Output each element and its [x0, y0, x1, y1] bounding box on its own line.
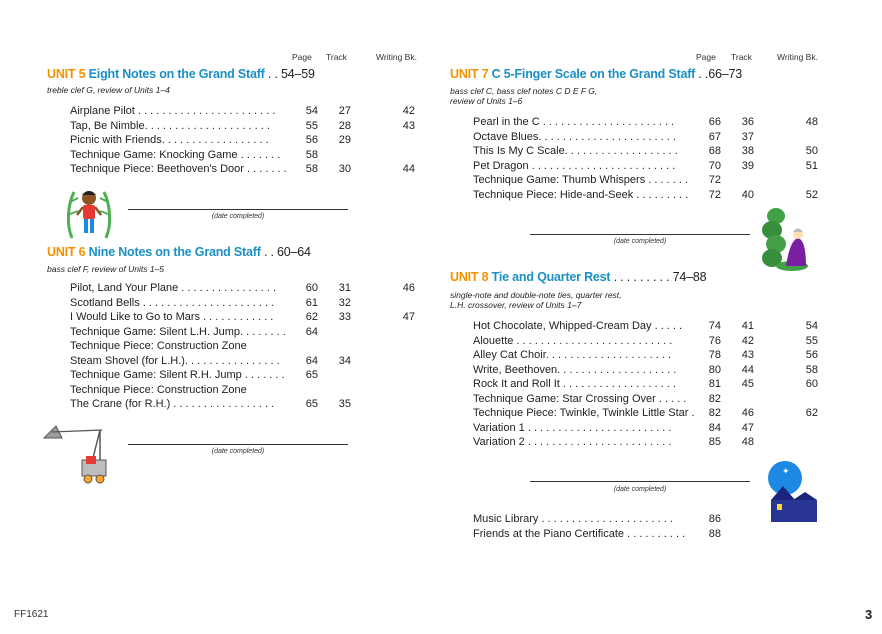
- toc-entry: [473, 130, 820, 145]
- toc-entry: [70, 133, 417, 148]
- entry-writing-book: 44: [402, 163, 415, 175]
- entry-track: 36: [741, 116, 754, 128]
- toc-entry: [473, 435, 820, 450]
- unit-number: UNIT 6: [47, 245, 86, 259]
- entry-writing-book: 47: [402, 311, 415, 323]
- entry-page: 76: [708, 334, 721, 347]
- entry-title: Rock It and Roll It . . . . . . . . . . . . . . . . . . .: [473, 378, 676, 390]
- entry-title: Technique Game: Silent L.H. Jump. . . . . . . .: [70, 325, 286, 338]
- unit-name: Tie and Quarter Rest: [491, 270, 611, 284]
- entry-track: 34: [338, 354, 351, 367]
- entry-page: 72: [708, 188, 721, 201]
- unit-8-sub-1: single-note and double-note ties, quarter rest,: [450, 290, 622, 300]
- entry-track: 30: [338, 163, 351, 175]
- entry-page: 54: [305, 105, 318, 117]
- entry-page: 68: [708, 145, 721, 157]
- entry-page: 70: [708, 159, 721, 172]
- entry-writing-book: 56: [805, 349, 818, 361]
- entry-page: 65: [305, 398, 318, 410]
- unit-8-sub-2: L.H. crossover, review of Units 1–7: [450, 300, 582, 310]
- entry-track: 42: [741, 334, 754, 347]
- entry-writing-book: 58: [805, 363, 818, 376]
- unit-number: UNIT 5: [47, 67, 86, 81]
- entry-page: 56: [305, 134, 318, 146]
- entry-page: 67: [708, 130, 721, 143]
- toc-entry: [70, 397, 417, 412]
- date-label: (date completed): [613, 238, 667, 245]
- unit-number: UNIT 8: [450, 270, 489, 284]
- entry-track: 32: [338, 296, 351, 309]
- entry-title: Tap, Be Nimble. . . . . . . . . . . . . . . . . . . . .: [70, 119, 270, 132]
- header-page: Page: [292, 52, 312, 62]
- entry-title: Pilot, Land Your Plane . . . . . . . . . . . . . . . .: [70, 282, 277, 294]
- entry-title: Airplane Pilot . . . . . . . . . . . . . . . . . . . . . . .: [70, 105, 276, 117]
- toc-entry: [473, 159, 820, 174]
- entry-track: 45: [741, 378, 754, 390]
- unit-name: Eight Notes on the Grand Staff: [88, 67, 265, 81]
- entry-page: 60: [305, 282, 318, 294]
- toc-entry: [473, 115, 820, 130]
- toc-entry: [70, 162, 417, 177]
- entry-title: Pet Dragon . . . . . . . . . . . . . . . . . . . . . . . .: [473, 159, 676, 172]
- entry-page: 78: [708, 349, 721, 361]
- entry-track: 46: [741, 407, 754, 419]
- boy-illustration: [64, 184, 114, 240]
- toc-entry: [70, 368, 417, 383]
- entry-track: 40: [741, 188, 754, 201]
- unit-6-sub: bass clef F, review of Units 1–5: [47, 264, 165, 274]
- unit-8-title: [450, 270, 706, 284]
- toc-entry: [70, 310, 417, 325]
- toc-entry: [70, 339, 417, 354]
- header-writing: Writing Bk.: [777, 52, 818, 62]
- entry-title: Pearl in the C . . . . . . . . . . . . . . . . . . . . . .: [473, 116, 675, 128]
- entry-page: 62: [305, 311, 318, 323]
- toc-entry: [473, 363, 820, 378]
- entry-track: 27: [338, 105, 351, 117]
- header-track: Track: [731, 52, 752, 62]
- entry-track: 28: [338, 119, 351, 132]
- crane-illustration: [42, 416, 110, 486]
- toc-entry: [70, 104, 417, 119]
- entry-page: 55: [305, 119, 318, 132]
- entry-title: Alley Cat Choir. . . . . . . . . . . . . . . . . . . . .: [473, 349, 672, 361]
- entry-track: 35: [338, 398, 351, 410]
- date-line: [530, 234, 750, 235]
- entry-writing-book: 46: [402, 282, 415, 294]
- toc-entry: [70, 354, 417, 369]
- entry-title: This Is My C Scale. . . . . . . . . . . . . . . . . . .: [473, 145, 678, 157]
- entry-title: Picnic with Friends. . . . . . . . . . . . . . . . . .: [70, 134, 269, 146]
- entry-track: 48: [741, 436, 754, 448]
- entry-title: Steam Shovel (for L.H.). . . . . . . . . . . . . . . .: [70, 354, 280, 367]
- date-label: (date completed): [211, 213, 265, 220]
- toc-entry: [473, 527, 820, 542]
- unit-pages: . . 60–64: [263, 245, 311, 259]
- toc-entry: [473, 144, 820, 159]
- entry-page: 64: [305, 354, 318, 367]
- entry-page: 58: [305, 163, 318, 175]
- toc-entry: [473, 392, 820, 407]
- entry-page: 64: [305, 325, 318, 338]
- entry-track: 38: [741, 145, 754, 157]
- entry-page: 80: [708, 363, 721, 376]
- unit-number: UNIT 7: [450, 67, 489, 81]
- toc-entry: [70, 148, 417, 163]
- entry-title: Technique Piece: Beethoven's Door . . . . . . .: [70, 163, 287, 175]
- header-page: Page: [696, 52, 716, 62]
- toc-entry: [473, 421, 820, 436]
- entry-title: I Would Like to Go to Mars . . . . . . . . . . . .: [70, 311, 274, 323]
- entry-page: 86: [708, 513, 721, 525]
- book-code: FF1621: [14, 609, 49, 620]
- entry-page: 61: [305, 296, 318, 309]
- entry-page: 81: [708, 378, 721, 390]
- toc-entry: [473, 319, 820, 334]
- entry-title: Technique Piece: Construction Zone: [70, 340, 247, 352]
- entry-track: 31: [338, 282, 351, 294]
- unit-6-title: [47, 245, 311, 259]
- entry-title: Technique Game: Star Crossing Over . . . . .: [473, 392, 687, 405]
- entry-page: 66: [708, 116, 721, 128]
- entry-title: Variation 1 . . . . . . . . . . . . . . . . . . . . . . . .: [473, 421, 672, 434]
- entry-writing-book: 50: [805, 145, 818, 157]
- night-house-illustration: [767, 460, 821, 524]
- entry-title: Alouette . . . . . . . . . . . . . . . . . . . . . . . . . .: [473, 334, 673, 347]
- entry-title: Technique Piece: Construction Zone: [70, 383, 247, 396]
- toc-entry: [473, 188, 820, 203]
- entry-page: 82: [708, 392, 721, 405]
- toc-entry: [70, 119, 417, 134]
- entry-writing-book: 48: [805, 116, 818, 128]
- toc-entry: [473, 173, 820, 188]
- entry-page: 82: [708, 407, 721, 419]
- entry-page: 88: [708, 527, 721, 540]
- entry-page: 74: [708, 320, 721, 332]
- date-label: (date completed): [211, 448, 265, 455]
- entry-writing-book: 62: [805, 407, 818, 419]
- entry-title: Music Library . . . . . . . . . . . . . . . . . . . . . .: [473, 513, 673, 525]
- toc-entry: [70, 325, 417, 340]
- entry-title: Scotland Bells . . . . . . . . . . . . . . . . . . . . . .: [70, 296, 275, 309]
- entry-title: Variation 2 . . . . . . . . . . . . . . . . . . . . . . . .: [473, 436, 672, 448]
- toc-entry: [473, 334, 820, 349]
- entry-page: 72: [708, 174, 721, 186]
- entry-track: 43: [741, 349, 754, 361]
- entry-title: Octave Blues. . . . . . . . . . . . . . . . . . . . . . .: [473, 130, 676, 143]
- toc-entry: [473, 406, 820, 421]
- entry-title: Technique Game: Knocking Game . . . . . . .: [70, 148, 281, 161]
- entry-writing-book: 54: [805, 320, 818, 332]
- entry-track: 39: [741, 159, 754, 172]
- date-line: [530, 481, 750, 482]
- entry-title: Friends at the Piano Certificate . . . . . . . . . .: [473, 527, 686, 540]
- entry-page: 84: [708, 421, 721, 434]
- unit-pages: . . . . . . . . . 74–88: [613, 270, 707, 284]
- entry-track: 41: [741, 320, 754, 332]
- entry-writing-book: 51: [805, 159, 818, 172]
- toc-entry: [70, 383, 417, 398]
- entry-page: 65: [305, 369, 318, 381]
- entry-title: Write, Beethoven. . . . . . . . . . . . . . . . . . . .: [473, 363, 677, 376]
- page-number: 3: [865, 607, 873, 622]
- entry-title: Technique Piece: Hide-and-Seek . . . . . . . . .: [473, 188, 689, 201]
- toc-entry: [70, 296, 417, 311]
- entry-writing-book: 42: [402, 105, 415, 117]
- entry-track: 37: [741, 130, 754, 143]
- header-track: Track: [326, 52, 347, 62]
- header-writing: Writing Bk.: [376, 52, 417, 62]
- entry-title: Hot Chocolate, Whipped-Cream Day . . . . .: [473, 320, 683, 332]
- entry-writing-book: 43: [402, 119, 415, 132]
- entry-page: 58: [305, 148, 318, 161]
- toc-entry: [473, 348, 820, 363]
- unit-pages: . .66–73: [698, 67, 742, 81]
- entry-writing-book: 55: [805, 334, 818, 347]
- unit-name: Nine Notes on the Grand Staff: [88, 245, 261, 259]
- entry-title: Technique Piece: Twinkle, Twinkle Little Star .: [473, 407, 695, 419]
- unit-pages: . . 54–59: [267, 67, 315, 81]
- entry-writing-book: 52: [805, 188, 818, 201]
- unit-7-sub-2: review of Units 1–6: [450, 96, 523, 106]
- entry-track: 29: [338, 134, 351, 146]
- date-line: [128, 209, 348, 210]
- unit-5-sub: treble clef G, review of Units 1–4: [47, 85, 170, 95]
- unit-5-title: [47, 67, 315, 81]
- date-label: (date completed): [613, 486, 667, 493]
- toc-entry: [473, 377, 820, 392]
- date-line: [128, 444, 348, 445]
- entry-track: 33: [338, 311, 351, 323]
- unit-7-title: [450, 67, 742, 81]
- toc-entry: [70, 281, 417, 296]
- entry-writing-book: 60: [805, 378, 818, 390]
- entry-track: 47: [741, 421, 754, 434]
- entry-title: Technique Game: Silent R.H. Jump . . . . . . .: [70, 369, 285, 381]
- entry-page: 85: [708, 436, 721, 448]
- beanstalk-illustration: [762, 206, 810, 272]
- unit-7-sub-1: bass clef C, bass clef notes C D E F G,: [450, 86, 598, 96]
- entry-track: 44: [741, 363, 754, 376]
- entry-title: Technique Game: Thumb Whispers . . . . . . .: [473, 174, 688, 186]
- entry-title: The Crane (for R.H.) . . . . . . . . . . . . . . . . .: [70, 398, 275, 410]
- svg-text:✦: ✦: [782, 467, 790, 477]
- unit-name: C 5-Finger Scale on the Grand Staff: [491, 67, 696, 81]
